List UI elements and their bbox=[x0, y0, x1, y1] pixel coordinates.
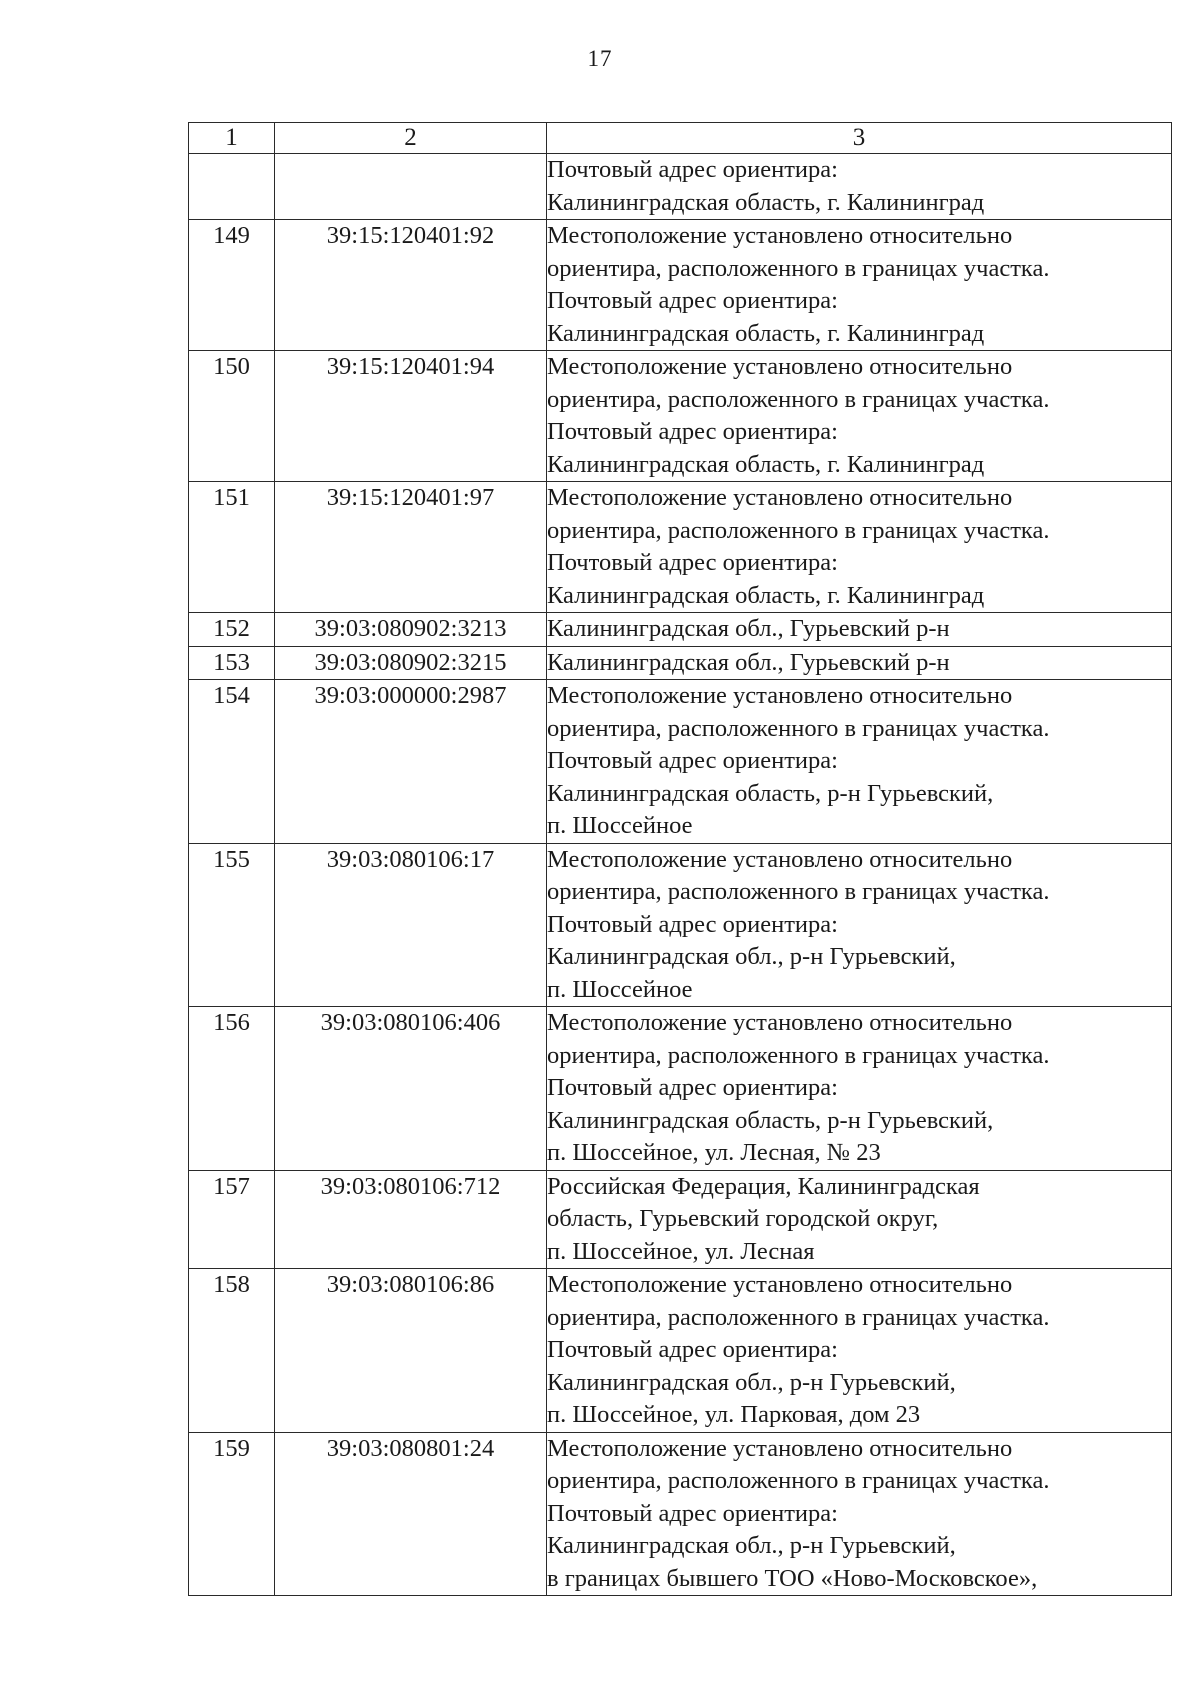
address-line: Калининградская область, г. Калининград bbox=[547, 450, 985, 478]
cadastral-number-cell: 39:15:120401:92 bbox=[275, 220, 547, 351]
address-cell bbox=[547, 220, 1172, 351]
cadastral-number-cell: 39:03:000000:2987 bbox=[275, 680, 547, 844]
address-line: Почтовый адрес ориентира: bbox=[547, 418, 838, 445]
row-number-cell: 149 bbox=[189, 220, 275, 351]
row-number-cell: 150 bbox=[189, 351, 275, 482]
address-line: в границах бывшего ТОО «Ново-Московское», bbox=[547, 1564, 1038, 1592]
cadastral-number-cell: 39:15:120401:97 bbox=[275, 482, 547, 613]
address-cell bbox=[547, 482, 1172, 613]
row-number-cell bbox=[189, 154, 275, 220]
address-line: Калининградская обл., р-н Гурьевский, bbox=[547, 1532, 956, 1559]
address-line: Калининградская область, р-н Гурьевский, bbox=[547, 1106, 994, 1134]
address-line: Калининградская область, г. Калининград bbox=[547, 581, 985, 609]
address-line: Местоположение установлено относительно bbox=[547, 1009, 1013, 1036]
address-line: ориентира, расположенного в границах участка. bbox=[547, 385, 1050, 413]
cadastral-number-cell: 39:03:080801:24 bbox=[275, 1432, 547, 1596]
address-cell bbox=[547, 351, 1172, 482]
address-line: Почтовый адрес ориентира: bbox=[547, 287, 838, 314]
table-header-row bbox=[189, 123, 1172, 154]
cadastral-number-cell: 39:03:080106:406 bbox=[275, 1007, 547, 1171]
address-line: ориентира, расположенного в границах участка. bbox=[547, 1303, 1050, 1331]
table-body bbox=[189, 154, 1172, 1596]
table-row bbox=[189, 482, 1172, 613]
address-line: Калининградская обл., Гурьевский р-н bbox=[547, 615, 950, 642]
address-line: п. Шоссейное, ул. Парковая, дом 23 bbox=[547, 1401, 921, 1428]
table-row bbox=[189, 613, 1172, 647]
address-line: Местоположение установлено относительно bbox=[547, 353, 1013, 380]
address-line: ориентира, расположенного в границах участка. bbox=[547, 714, 1050, 742]
address-line: Калининградская область, р-н Гурьевский, bbox=[547, 779, 994, 807]
address-cell bbox=[547, 1269, 1172, 1433]
row-number-cell: 154 bbox=[189, 680, 275, 844]
row-number-cell: 155 bbox=[189, 843, 275, 1007]
table-row bbox=[189, 1269, 1172, 1433]
address-line: Местоположение установлено относительно bbox=[547, 484, 1013, 511]
cadastral-number-cell bbox=[275, 154, 547, 220]
address-line: Почтовый адрес ориентира: bbox=[547, 156, 838, 183]
address-line: ориентира, расположенного в границах участка. bbox=[547, 1467, 1050, 1494]
address-line: Российская Федерация, Калининградская bbox=[547, 1172, 980, 1200]
cadastral-number-cell: 39:15:120401:94 bbox=[275, 351, 547, 482]
address-line: Почтовый адрес ориентира: bbox=[547, 1499, 838, 1527]
address-line: п. Шоссейное, ул. Лесная, № 23 bbox=[547, 1139, 881, 1166]
row-number-cell: 157 bbox=[189, 1170, 275, 1269]
address-line: Местоположение установлено относительно bbox=[547, 1271, 1013, 1298]
address-cell bbox=[547, 843, 1172, 1007]
address-line: Почтовый адрес ориентира: bbox=[547, 1074, 838, 1101]
page-number: 17 bbox=[587, 46, 613, 71]
address-line: Почтовый адрес ориентира: bbox=[547, 1336, 838, 1363]
address-cell bbox=[547, 646, 1172, 680]
address-line: Калининградская обл., р-н Гурьевский, bbox=[547, 943, 956, 970]
address-line: Почтовый адрес ориентира: bbox=[547, 747, 838, 774]
address-line: Калининградская область, г. Калининград bbox=[547, 188, 985, 216]
table-row bbox=[189, 646, 1172, 680]
address-line: п. Шоссейное bbox=[547, 975, 693, 1003]
column-header-address: 3 bbox=[547, 123, 1172, 154]
address-line: Местоположение установлено относительно bbox=[547, 845, 1013, 873]
address-cell bbox=[547, 1007, 1172, 1171]
table-row bbox=[189, 680, 1172, 844]
column-header-number: 1 bbox=[189, 123, 275, 154]
address-line: ориентира, расположенного в границах участка. bbox=[547, 878, 1050, 905]
address-line: Местоположение установлено относительно bbox=[547, 682, 1013, 709]
address-line: область, Гурьевский городской округ, bbox=[547, 1205, 939, 1232]
row-number-cell: 159 bbox=[189, 1432, 275, 1596]
row-number-cell: 158 bbox=[189, 1269, 275, 1433]
address-line: Почтовый адрес ориентира: bbox=[547, 549, 838, 576]
address-cell bbox=[547, 1170, 1172, 1269]
address-cell bbox=[547, 1432, 1172, 1596]
column-header-cadastral: 2 bbox=[275, 123, 547, 154]
address-line: Местоположение установлено относительно bbox=[547, 222, 1013, 249]
address-line: ориентира, расположенного в границах участка. bbox=[547, 1041, 1050, 1069]
table-row bbox=[189, 1007, 1172, 1171]
table-row bbox=[189, 1432, 1172, 1596]
address-line: ориентира, расположенного в границах участка. bbox=[547, 516, 1050, 544]
address-line: ориентира, расположенного в границах участка. bbox=[547, 254, 1050, 282]
address-line: Калининградская обл., р-н Гурьевский, bbox=[547, 1368, 956, 1396]
cadastral-number-cell: 39:03:080106:86 bbox=[275, 1269, 547, 1433]
address-line: п. Шоссейное, ул. Лесная bbox=[547, 1237, 815, 1265]
table-row bbox=[189, 1170, 1172, 1269]
land-plots-table bbox=[188, 122, 1172, 1596]
table-row bbox=[189, 220, 1172, 351]
address-cell bbox=[547, 680, 1172, 844]
address-line: п. Шоссейное bbox=[547, 812, 693, 839]
address-cell bbox=[547, 154, 1172, 220]
address-line: Калининградская область, г. Калининград bbox=[547, 319, 985, 347]
address-line: Калининградская обл., Гурьевский р-н bbox=[547, 648, 950, 676]
cadastral-number-cell: 39:03:080902:3213 bbox=[275, 613, 547, 647]
row-number-cell: 153 bbox=[189, 646, 275, 680]
table-row bbox=[189, 351, 1172, 482]
table-row bbox=[189, 843, 1172, 1007]
cadastral-number-cell: 39:03:080106:17 bbox=[275, 843, 547, 1007]
table-row bbox=[189, 154, 1172, 220]
address-line: Почтовый адрес ориентира: bbox=[547, 910, 838, 938]
address-cell bbox=[547, 613, 1172, 647]
cadastral-number-cell: 39:03:080106:712 bbox=[275, 1170, 547, 1269]
row-number-cell: 156 bbox=[189, 1007, 275, 1171]
cadastral-number-cell: 39:03:080902:3215 bbox=[275, 646, 547, 680]
address-line: Местоположение установлено относительно bbox=[547, 1434, 1013, 1462]
row-number-cell: 151 bbox=[189, 482, 275, 613]
row-number-cell: 152 bbox=[189, 613, 275, 647]
